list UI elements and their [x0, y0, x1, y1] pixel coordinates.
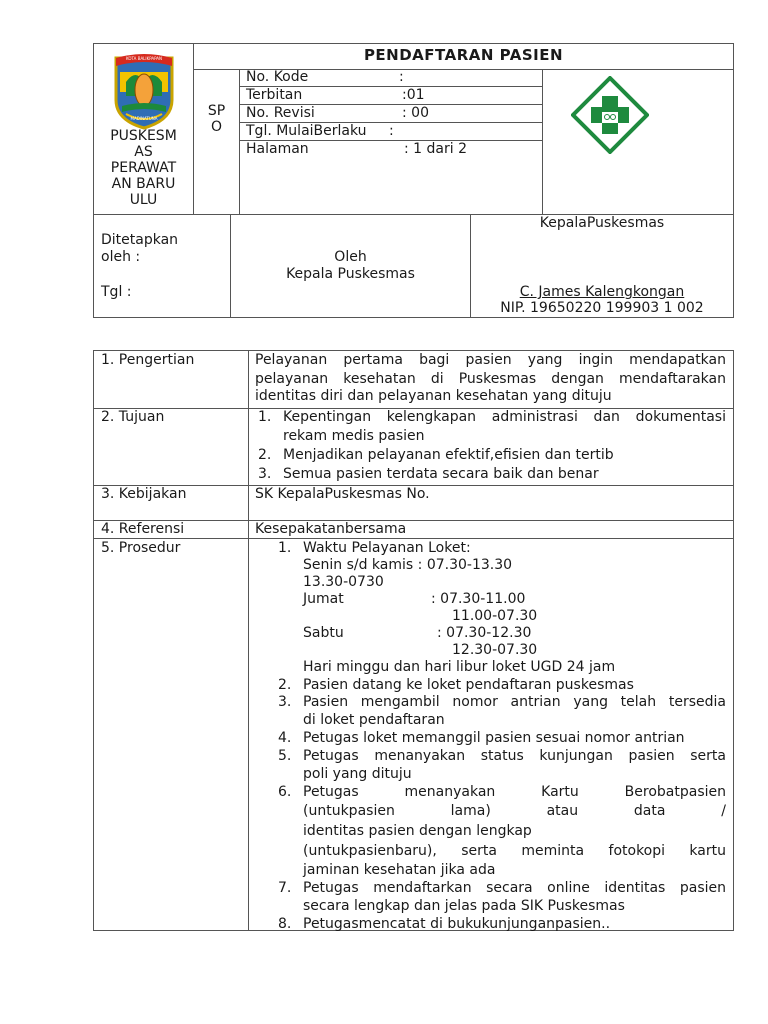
step-line: di loket pendaftaran	[303, 712, 445, 728]
step-num: 6.	[278, 784, 292, 800]
field-value: :	[389, 123, 394, 139]
loket-jumat-value-2: 11.00-07.30	[452, 608, 538, 624]
step-num: 3.	[278, 694, 292, 710]
signatory-nip: NIP. 19650220 199903 1 002	[500, 300, 704, 316]
puskesmas-cross-logo	[571, 76, 649, 154]
step-line: Pasien mengambil nomor antrian yang telah tersedia	[303, 694, 726, 710]
loket-title: Waktu Pelayanan Loket:	[303, 540, 471, 556]
kepala-title: KepalaPuskesmas	[539, 215, 665, 231]
step-num: 1.	[278, 540, 292, 556]
spo-label	[194, 103, 239, 135]
step-line: Petugas menanyakan Kartu Berobatpasien	[303, 784, 726, 800]
prosedur-label: 5. Prosedur	[101, 540, 181, 556]
step-line: identitas pasien dengan lengkap	[303, 823, 532, 839]
loket-jumat-value: : 07.30-11.00	[431, 591, 526, 607]
tujuan-line: rekam medis pasien	[283, 428, 425, 444]
kebijakan-text: SK KepalaPuskesmas No.	[255, 486, 430, 502]
field-label: Tgl. MulaiBerlaku	[246, 123, 367, 139]
step-line: (untukpasienbaru), serta meminta fotokopi kartu	[303, 843, 726, 859]
tujuan-num: 1.	[258, 409, 272, 425]
loket-sabtu: Sabtu	[303, 625, 344, 641]
tujuan-line: Kepentingan kelengkapan administrasi dan dokumentasi	[283, 409, 726, 425]
loket-jumat: Jumat	[303, 591, 344, 607]
referensi-text: Kesepakatanbersama	[255, 521, 407, 537]
step-line: Petugasmencatat di bukukunjunganpasien..	[303, 916, 611, 932]
kebijakan-label: 3. Kebijakan	[101, 486, 187, 502]
step-line: poli yang dituju	[303, 766, 412, 782]
step-line: Petugas mendaftarkan secara online identitas pasien	[303, 880, 726, 896]
field-value: :	[399, 69, 404, 85]
kepala-label: Kepala Puskesmas	[286, 266, 415, 282]
org-line: AN BARU	[111, 176, 176, 192]
field-label: Halaman	[246, 141, 309, 157]
loket-senin-2: 13.30-0730	[303, 574, 384, 590]
step-line: Petugas loket memanggil pasien sesuai nomor antrian	[303, 730, 685, 746]
step-num: 2.	[278, 677, 292, 693]
field-label: No. Kode	[246, 69, 309, 85]
step-line: jaminan kesehatan jika ada	[303, 862, 496, 878]
org-line: PUSKESM	[110, 128, 177, 144]
spo-line: O	[210, 119, 223, 135]
spo-line: SP	[207, 103, 226, 119]
field-value: : 1 dari 2	[404, 141, 467, 157]
pengertian-label: 1. Pengertian	[101, 352, 195, 368]
oleh-label: Oleh	[334, 249, 367, 265]
oleh-colon-label: oleh :	[101, 249, 141, 265]
loket-minggu: Hari minggu dan hari libur loket UGD 24 jam	[303, 659, 616, 675]
pengertian-line: Pelayanan pertama bagi pasien yang ingin mendapatkan	[255, 352, 726, 368]
step-line: (untukpasien lama) atau data /	[303, 803, 726, 819]
org-line: AS	[134, 144, 153, 160]
step-num: 4.	[278, 730, 292, 746]
logo-text-bottom: MADINATUNA	[130, 116, 158, 121]
organization-name	[94, 128, 193, 208]
signatory-name: C. James Kalengkongan	[519, 284, 685, 300]
tujuan-label: 2. Tujuan	[101, 409, 165, 425]
field-label: No. Revisi	[246, 105, 315, 121]
step-num: 7.	[278, 880, 292, 896]
org-line: PERAWAT	[110, 160, 177, 176]
tujuan-num: 2.	[258, 447, 272, 463]
step-num: 8.	[278, 916, 292, 932]
ditetapkan-label: Ditetapkan	[101, 232, 179, 248]
loket-senin: Senin s/d kamis : 07.30-13.30	[303, 557, 513, 573]
field-value: :01	[402, 87, 425, 103]
step-line: Pasien datang ke loket pendaftaran puskesmas	[303, 677, 634, 693]
tujuan-num: 3.	[258, 466, 272, 482]
org-line: ULU	[129, 192, 158, 208]
loket-sabtu-value-2: 12.30-07.30	[452, 642, 538, 658]
pengertian-line: pelayanan kesehatan di Puskesmas dengan mendaftarakan	[255, 371, 726, 387]
tujuan-line: Menjadikan pelayanan efektif,efisien dan tertib	[283, 447, 614, 463]
step-num: 5.	[278, 748, 292, 764]
tgl-label: Tgl :	[101, 284, 132, 300]
step-line: secara lengkap dan jelas pada SIK Puskesmas	[303, 898, 625, 914]
tujuan-line: Semua pasien terdata secara baik dan benar	[283, 466, 599, 482]
document-title: PENDAFTARAN PASIEN	[363, 46, 564, 64]
logo-text-top: KOTA BALIKPAPAN	[126, 56, 162, 61]
pengertian-line: identitas diri dan pelayanan kesehatan yang dituju	[255, 388, 612, 404]
field-label: Terbitan	[246, 87, 303, 103]
referensi-label: 4. Referensi	[101, 521, 185, 537]
field-value: : 00	[402, 105, 429, 121]
city-emblem-logo	[112, 52, 176, 130]
loket-sabtu-value: : 07.30-12.30	[437, 625, 532, 641]
step-line: Petugas menanyakan status kunjungan pasien serta	[303, 748, 726, 764]
